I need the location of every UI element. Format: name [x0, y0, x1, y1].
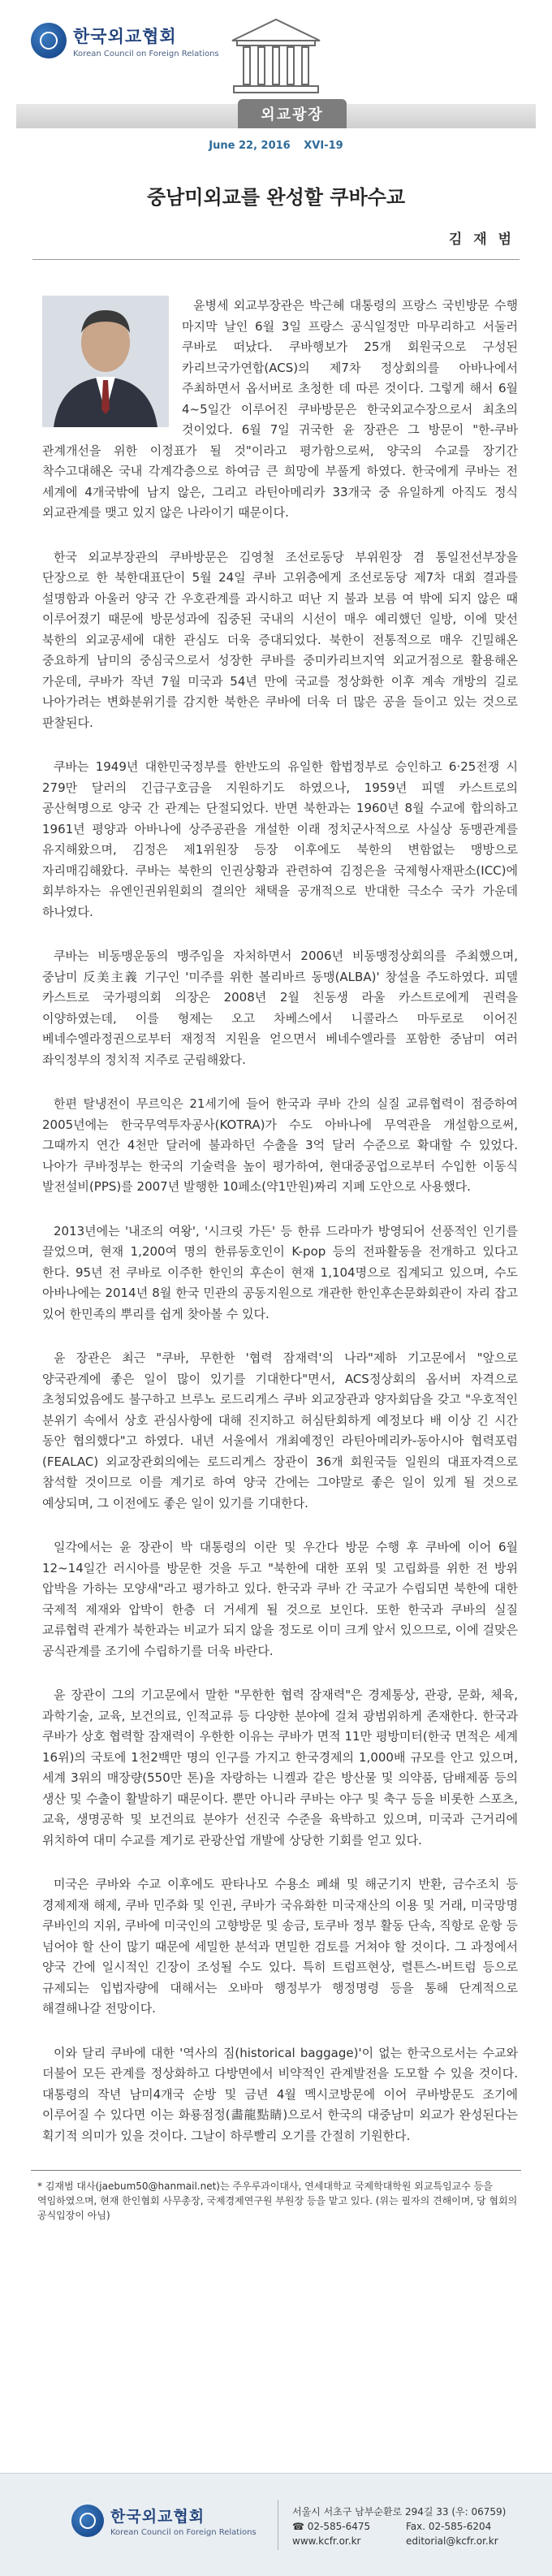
- footer-logo-korean-name: 한국외교협회: [110, 2508, 205, 2526]
- banner-title: 외교광장: [261, 106, 324, 123]
- author-photo-icon: [42, 296, 169, 427]
- paragraph: 한편 탈냉전이 무르익은 21세기에 들어 한국과 쿠바 간의 실질 교류협력이 점증하여 2005년에는 한국무역투자공사(KOTRA)가 수도 아바나에 무역관을 개설함으로써, 그때까지 연간 4천만 달러에 불과하던 수출을 3억 달러 수준으로 확대할 수 있었다. 나아가 쿠바정부는 한국의 기술력을 높이 평가하여, 현대중공업으로부터 수입한 이동식 발전설비(PPS)를 2007년 발행한 10페소(약1만원)짜리 지폐 도안으로 사용했다.: [42, 1096, 518, 1194]
- logo-english-name: Korean Council on Foreign Relations: [73, 49, 219, 58]
- footer-logo: [71, 2505, 257, 2537]
- author-footnote: * 김재범 대사(jaebum50@hanmail.net)는 주우루과이대사, 연세대학교 국제학대학원 외교특임교수 등을 역임하였으며, 현재 한인협회 사무총장, 국제경제연구원 부원장 등을 맡고 있다. (위는 필자의 견해이며, 당 협회의 공식입장이 아님): [37, 2181, 518, 2221]
- paragraph: 쿠바는 1949년 대한민국정부를 한반도의 유일한 합법정부로 승인하고 6·25전쟁 시 279만 달러의 긴급구호금을 지원하기도 하였으나, 1959년 피델 카스트로의 공산혁명으로 양국 간 관계는 단절되었다. 반면 북한과는 1960년 8월 수교에 합의하고 1961년 평양과 아바나에 상주공관을 개설한 이래 정치군사적으로 사실상 동맹관계를 유지해왔으며, 김정은 제1위원장 등장 이후에도 북한의 변함없는 맹방으로 자리매김해왔다. 쿠바는 북한의 인권상황과 관련하여 김정은을 국제형사재판소(ICC)에 회부하자는 유엔인권위원회의 결의안 채택을 공개적으로 반대한 극소수 국가 가운데 하나였다.: [42, 759, 518, 919]
- banner-strip: [16, 104, 536, 128]
- kcfr-emblem-icon: [71, 2505, 104, 2537]
- footer-web-row: [292, 2534, 506, 2548]
- footer-website-link[interactable]: www.kcfr.or.kr: [292, 2535, 361, 2547]
- paragraph: 윤병세 외교부장관은 박근혜 대통령의 프랑스 국빈방문 수행 마지막 날인 6월 3일 프랑스 공식일정만 마무리하고 서둘러 쿠바로 떠났다. 쿠바행보가 25개 회원국으로 구성된 카리브국가연합(ACS)의 제7차 정상회의를 아바나에서 주최하면서 옵서버로 초청한 데 따른 것이다. 그렇게 해서 6월 4~5일간 이루어진 쿠바방문은 한국외교수장으로서 최초의 것이었다. 6월 7일 귀국한 윤 장관은 그 방문이 "한-쿠바 관계개선을 위한 이정표가 될 것"이라고 평가함으로써, 양국의 수교를 장기간 착수고대해온 국내 각계각층으로 하여금 큰 희망에 부풀게 하였다. 한국에게 쿠바는 전 세계에 4개국밖에 남지 않은, 그리고 라틴아메리카 33개국 중 유일하게 아직도 정식 외교관계를 맺고 있지 않은 나라이기 때문이다.: [42, 298, 518, 520]
- lead-block: [42, 296, 518, 547]
- title-divider: [32, 259, 520, 260]
- article-body: [42, 296, 518, 2146]
- pillared-building-icon: [229, 16, 323, 97]
- footer-tel: ☎ 02-585-6475: [292, 2521, 371, 2532]
- article-author: 김 재 범: [448, 231, 515, 248]
- logo-text: [73, 24, 219, 58]
- logo-korean-name: 한국외교협회: [73, 26, 177, 46]
- paragraph: 쿠바는 비동맹운동의 맹주임을 자처하면서 2006년 비동맹정상회의를 주최했으며, 중남미 反美主義 기구인 '미주를 위한 볼리바르 동맹(ALBA)' 창설을 주도하였다. 피델 카스트로 국가평의회 의장은 2008년 2월 친동생 라울 카스트로에게 권력을 이양하였는데, 이를 형제는 오고 차베스에서 니콜라스 마두로로 이어진 베네수엘라정권으로부터 재정적 지원을 얻으면서 베네수엘라를 포함한 중남미 여러 좌익정부의 정치적 지주로 군림해왔다.: [42, 949, 518, 1067]
- paragraph: 일각에서는 윤 장관이 박 대통령의 이란 및 우간다 방문 수행 후 쿠바에 이어 6월 12~14일간 러시아를 방문한 것을 두고 "북한에 대한 포위 및 고립화를 위한 전 방위 압박을 가하는 모양새"라고 평가하고 있다. 한국과 쿠바 간 국교가 수립되면 북한에 대한 국제적 제재와 압박이 한층 더 거세게 될 것으로 보인다. 또한 한국과 쿠바의 실질 교류협력 관계가 북한과는 비교가 되지 않을 정도로 이미 크게 앞서 있으므로, 이에 걸맞은 공식관계를 조기에 수립하기를 더욱 바란다.: [42, 1540, 518, 1658]
- footer-email-link[interactable]: editorial@kcfr.or.kr: [406, 2535, 498, 2547]
- kcfr-emblem-icon: [31, 23, 67, 58]
- footer-contact: [292, 2505, 506, 2548]
- paragraph: 이와 달리 쿠바에 대한 '역사의 짐(historical baggage)'이 없는 한국으로서는 수교와 더불어 모든 관계를 정상화하고 다방면에서 비약적인 관계발전을 도모할 수 있을 것이다. 대통령의 작년 남미4개국 순방 및 금년 4월 멕시코방문에 이어 쿠바방문도 조기에 이루어질 수 있다면 이는 화룡점정(畵龍點睛)으로서 한국의 대중남미 외교가 완성된다는 획기적 의미가 있을 것이다. 그날이 하루빨리 오기를 간절히 기원한다.: [42, 2045, 518, 2143]
- footer-fax: Fax. 02-585-6204: [406, 2521, 492, 2532]
- paragraph: 한국 외교부장관의 쿠바방문은 김영철 조선로동당 부위원장 겸 통일전선부장을 단장으로 한 북한대표단이 5월 24일 쿠바 고위층에게 조선로동당 제7차 대회 결과를 설명함과 아울러 양국 간 우호관계를 과시하고 떠난 지 불과 보름 여 밖에 되지 않은 때 이루어졌기 때문에 방문성과에 집중된 국내의 시선이 매우 예리했던 일방, 이에 맞선 북한의 외교공세에 대한 관심도 더욱 증대되었다. 북한이 전통적으로 매우 긴밀해온 중요하게 남미의 중심국으로서 성장한 쿠바를 중미카리브지역 외교거점으로 활용해온 가운데, 쿠바가 작년 7월 미국과 54년 만에 국교를 정상화한 이후 계속 개방의 길로 나아가려는 변화분위기를 감지한 북한은 쿠바에 더욱 더 많은 공을 들이고 있는 것으로 판찰된다.: [42, 549, 518, 730]
- footer: [0, 2473, 552, 2576]
- footer-phone-row: [292, 2519, 506, 2534]
- article-title: 중남미외교를 완성할 쿠바수교: [146, 186, 406, 209]
- footer-address: 서울시 서초구 남부순환로 294길 33 (우: 06759): [292, 2506, 507, 2518]
- footer-logo-text: [110, 2505, 257, 2537]
- footnote-divider: [31, 2170, 521, 2171]
- footer-logo-english-name: Korean Council on Foreign Relations: [110, 2528, 257, 2537]
- paragraph: 2013년에는 '내조의 여왕', '시크릿 가든' 등 한류 드라마가 방영되어 선풍적인 인기를 끌었으며, 현재 1,200여 명의 한류동호인이 K-pop 등의 전파활동을 전개하고 있다고 한다. 95년 전 쿠바로 이주한 한인의 후손이 현재 1,104명으로 집계되고 있으며, 수도 아바나에는 2014년 8월 한국 민관의 공동지원으로 개관한 한인후손문화회관이 자리 잡고 있어 한민족의 뿌리를 쉽게 찾아볼 수 있다.: [42, 1223, 518, 1321]
- banner-tab: [238, 99, 347, 128]
- paragraph: 미국은 쿠바와 수교 이후에도 판타나모 수용소 폐쇄 및 해군기지 반환, 금수조치 등 경제제재 해제, 쿠바 민주화 및 인권, 쿠바가 국유화한 미국재산의 이용 및 거래, 미국망명 쿠바인의 지위, 쿠바에 미국인의 고향방문 및 송금, 토쿠바 정부 활동 단속, 직항로 운항 등 넘어야 할 산이 많기 때문에 세밀한 분석과 면밀한 검토를 거쳐야 할 것이다. 그 과정에서 양국 간에 일시적인 긴장이 조성될 수도 있다. 특히 트럼프현상, 렬튼스-버트럼 등으로 규제되는 입법자량에 대해서는 오바마 행정부가 행정명령 등을 통해 단계적으로 해결해나갈 전망이다.: [42, 1877, 518, 2016]
- issue-info: [0, 140, 552, 152]
- author-portrait: [42, 296, 169, 427]
- kcfr-logo: [31, 23, 219, 58]
- issue-date: June 22, 2016: [209, 140, 291, 152]
- paragraph: 윤 장관이 그의 기고문에서 말한 "무한한 협력 잠재력"은 경제통상, 관광, 문화, 체육, 과학기술, 교육, 보건의료, 인적교류 등 다양한 분야에 걸쳐 광범위하게 존재한다. 한국과 쿠바가 상호 협력할 잠재력이 우한한 이유는 쿠바가 면적 11만 평방미터(한국 면적은 세계 16위)의 국토에 1천2백만 명의 인구를 가지고 한국경제의 1,000배 규모를 안고 있으며, 세계 3위의 매장량(550만 톤)을 자랑하는 니켈과 같은 방산물 및 의약품, 담배제품 등의 생산 및 수출이 활발하기 때문이다. 뿐만 아니라 쿠바는 야구 및 축구 등을 비롯한 스포츠, 교육, 생명공학 및 보건의료 분야가 선진국 수준을 육박하고 있으며, 미국과 근거리에 위치하여 대미 수교를 계기로 관광산업 개발에 상당한 기회를 얻고 있다.: [42, 1688, 518, 1848]
- paragraph: 윤 장관은 최근 "쿠바, 무한한 '협력 잠재력'의 나라"제하 기고문에서 "앞으로 양국관계에 좋은 일이 많이 있기를 기대한다"면서, ACS정상회의 옵서버 자격으로 초청되었음에도 불구하고 브루노 로드리게스 쿠바 외교장관과 양자회담을 갖고 "우호적인 분위기 속에서 상호 관심사항에 대해 진지하고 허심탄회하게 예정보다 배 이상 긴 시간 동안 협의했다"고 하였다. 내년 서울에서 개최예정인 라틴아메리카-동아시아 협력포럼(FEALAC) 외교장관회의에는 로드리게스 장관이 36개 회원국들 일원의 대표자격으로 참석할 것이므로 이를 계기로 하여 양국 간에는 그야말로 좋은 일이 있게 될 것으로 예상되며, 그 이전에도 좋은 일이 있기를 기대한다.: [42, 1351, 518, 1511]
- header: [0, 0, 552, 104]
- issue-number: XVI-19: [304, 140, 343, 152]
